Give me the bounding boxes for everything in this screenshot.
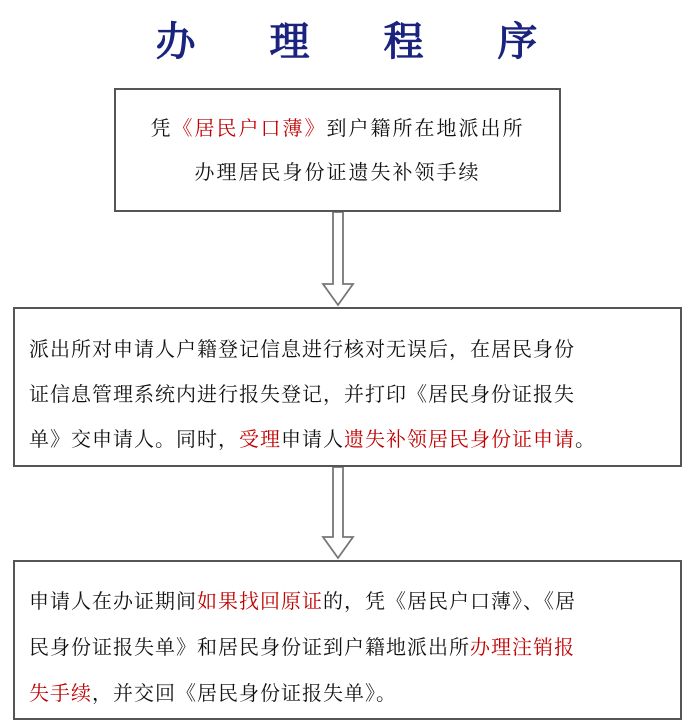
- down-arrow-icon: [318, 212, 358, 307]
- step-text: 证信息管理系统内进行报失登记，并打印《居民身份证报失: [29, 382, 575, 406]
- step-line: [136, 150, 539, 194]
- step-1-box: [114, 88, 561, 212]
- step-text: 单》交申请人。同时，: [29, 427, 239, 451]
- step-text: 申请人在办证期间: [29, 589, 197, 613]
- step-text: 办理居民身份证遗失补领手续: [194, 160, 481, 184]
- page-title: 办 理 程 序: [155, 18, 568, 65]
- step-text: 申请人: [281, 427, 344, 451]
- highlight-text: 办理注销报: [470, 635, 575, 659]
- step-line: [136, 106, 539, 150]
- down-arrow-icon: [318, 467, 358, 560]
- step-text: 派出所对申请人户籍登记信息进行核对无误后，在居民身份: [29, 337, 575, 361]
- step-line: [29, 327, 666, 372]
- step-line: [29, 578, 666, 624]
- step-line: [29, 372, 666, 417]
- step-2-box: [13, 307, 682, 467]
- step-text: 到户籍所在地派出所: [326, 116, 525, 140]
- highlight-text: 遗失补领居民身份证申请: [344, 427, 575, 451]
- step-text: 凭: [150, 116, 173, 140]
- step-text: 民身份证报失单》和居民身份证到户籍地派出所: [29, 635, 470, 659]
- step-text: 的，凭《居民户口薄》、《居: [323, 589, 576, 613]
- step-text: 。: [575, 427, 596, 451]
- highlight-text: 受理: [239, 427, 281, 451]
- step-line: [29, 417, 666, 462]
- step-3-box: [13, 560, 682, 720]
- step-text: ，并交回《居民身份证报失单》。: [92, 681, 397, 705]
- highlight-text: 如果找回原证: [197, 589, 323, 613]
- step-line: [29, 670, 666, 716]
- highlight-text: 失手续: [29, 681, 92, 705]
- step-line: [29, 624, 666, 670]
- highlight-text: 《居民户口薄》: [172, 116, 327, 140]
